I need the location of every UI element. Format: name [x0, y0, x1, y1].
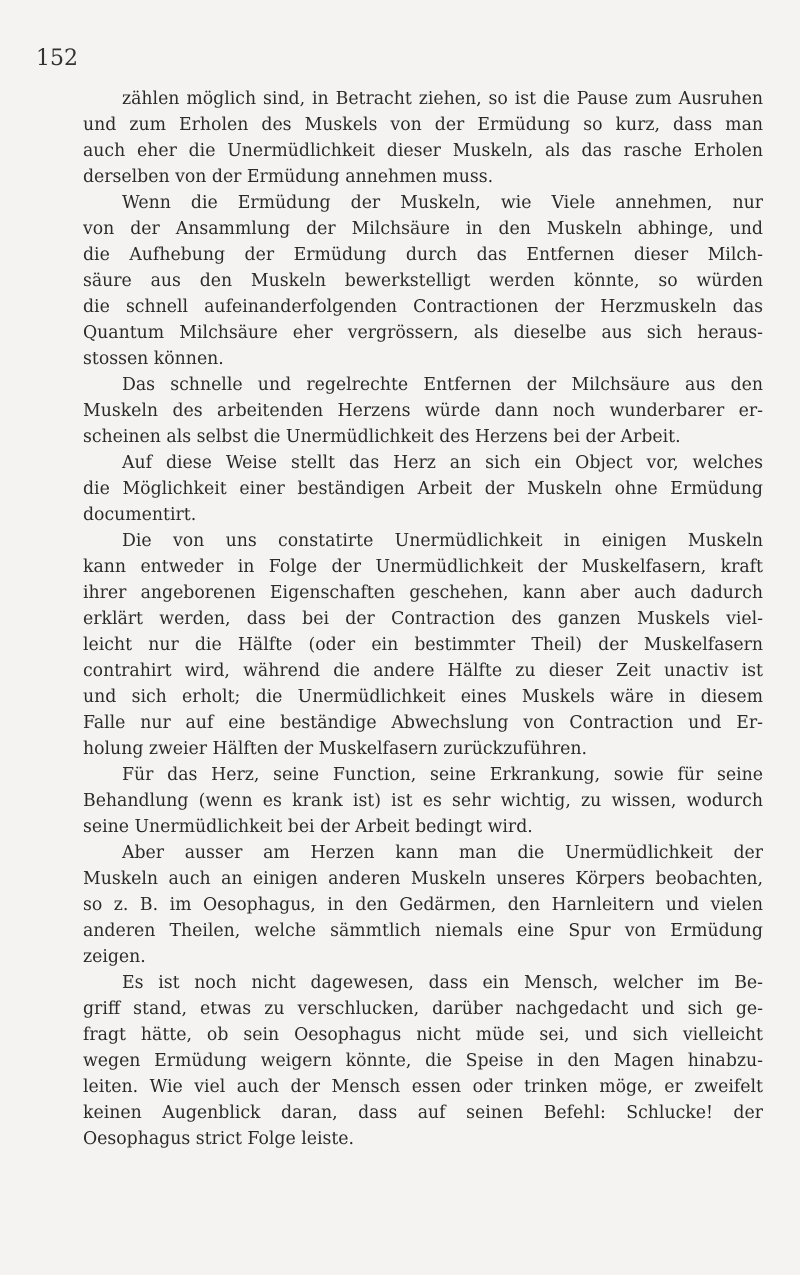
text-line: Oesophagus strict Folge leiste. — [83, 1129, 355, 1149]
paragraph — [83, 372, 763, 450]
text-line: und sich erholt; die Unermüdlichkeit eines Muskels wäre in diesem — [83, 687, 763, 707]
text-line: seine Unermüdlichkeit bei der Arbeit bedingt wird. — [83, 817, 533, 837]
text-line: ihrer angeborenen Eigenschaften geschehen, kann aber auch dadurch — [83, 583, 763, 603]
text-line: Für das Herz, seine Function, seine Erkrankung, sowie für seine — [122, 765, 763, 785]
paragraph — [83, 86, 763, 190]
text-line: Behandlung (wenn es krank ist) ist es sehr wichtig, zu wissen, wodurch — [83, 791, 763, 811]
text-line: Muskeln des arbeitenden Herzens würde dann noch wunderbarer er- — [83, 401, 763, 421]
text-line: zählen möglich sind, in Betracht ziehen, so ist die Pause zum Ausruhen — [122, 89, 763, 109]
text-line: wegen Ermüdung weigern könnte, die Speise in den Magen hinabzu- — [83, 1051, 763, 1071]
text-line: kann entweder in Folge der Unermüdlichkeit der Muskelfasern, kraft — [83, 557, 763, 577]
text-line: leicht nur die Hälfte (oder ein bestimmter Theil) der Muskelfasern — [83, 635, 763, 655]
text-line: leiten. Wie viel auch der Mensch essen oder trinken möge, er zweifelt — [83, 1077, 763, 1097]
text-line: Die von uns constatirte Unermüdlichkeit in einigen Muskeln — [122, 531, 763, 551]
text-line: Quantum Milchsäure eher vergrössern, als dieselbe aus sich heraus- — [83, 323, 763, 343]
text-line: holung zweier Hälften der Muskelfasern zurückzuführen. — [83, 739, 588, 759]
text-line: Auf diese Weise stellt das Herz an sich ein Object vor, welches — [122, 453, 763, 473]
paragraph — [83, 762, 763, 840]
text-line: Das schnelle und regelrechte Entfernen der Milchsäure aus den — [122, 375, 763, 395]
text-line: erklärt werden, dass bei der Contraction des ganzen Muskels viel- — [83, 609, 763, 629]
text-line: contrahirt wird, während die andere Hälfte zu dieser Zeit unactiv ist — [83, 661, 763, 681]
body-text — [83, 86, 763, 1152]
text-line: keinen Augenblick daran, dass auf seinen Befehl: Schlucke! der — [83, 1103, 763, 1123]
text-line: Muskeln auch an einigen anderen Muskeln unseres Körpers beobachten, — [83, 869, 763, 889]
page-number: 152 — [36, 46, 78, 71]
text-line: die Aufhebung der Ermüdung durch das Entfernen dieser Milch- — [83, 245, 763, 265]
paragraph — [83, 840, 763, 970]
paragraph — [83, 970, 763, 1152]
text-line: documentirt. — [83, 505, 197, 525]
text-line: anderen Theilen, welche sämmtlich niemals eine Spur von Ermüdung — [83, 921, 763, 941]
text-line: Aber ausser am Herzen kann man die Unermüdlichkeit der — [122, 843, 763, 863]
text-line: so z. B. im Oesophagus, in den Gedärmen, den Harnleitern und vielen — [83, 895, 763, 915]
text-line: säure aus den Muskeln bewerkstelligt werden könnte, so würden — [83, 271, 763, 291]
text-line: von der Ansammlung der Milchsäure in den Muskeln abhinge, und — [83, 219, 763, 239]
text-line: zeigen. — [83, 947, 146, 967]
text-line: griff stand, etwas zu verschlucken, darüber nachgedacht und sich ge- — [83, 999, 763, 1019]
text-line: stossen können. — [83, 349, 224, 369]
text-line: scheinen als selbst die Unermüdlichkeit des Herzens bei der Arbeit. — [83, 427, 681, 447]
text-line: auch eher die Unermüdlichkeit dieser Muskeln, als das rasche Erholen — [83, 141, 763, 161]
text-line: und zum Erholen des Muskels von der Ermüdung so kurz, dass man — [83, 115, 763, 135]
text-line: die Möglichkeit einer beständigen Arbeit der Muskeln ohne Ermüdung — [83, 479, 763, 499]
text-line: Es ist noch nicht dagewesen, dass ein Mensch, welcher im Be- — [122, 973, 763, 993]
paragraph — [83, 190, 763, 372]
text-line: Wenn die Ermüdung der Muskeln, wie Viele annehmen, nur — [122, 193, 763, 213]
text-line: fragt hätte, ob sein Oesophagus nicht müde sei, und sich vielleicht — [83, 1025, 763, 1045]
text-line: die schnell aufeinanderfolgenden Contractionen der Herzmuskeln das — [83, 297, 763, 317]
text-line: Falle nur auf eine beständige Abwechslung von Contraction und Er- — [83, 713, 763, 733]
paragraph — [83, 450, 763, 528]
paragraph — [83, 528, 763, 762]
text-line: derselben von der Ermüdung annehmen muss. — [83, 167, 494, 187]
